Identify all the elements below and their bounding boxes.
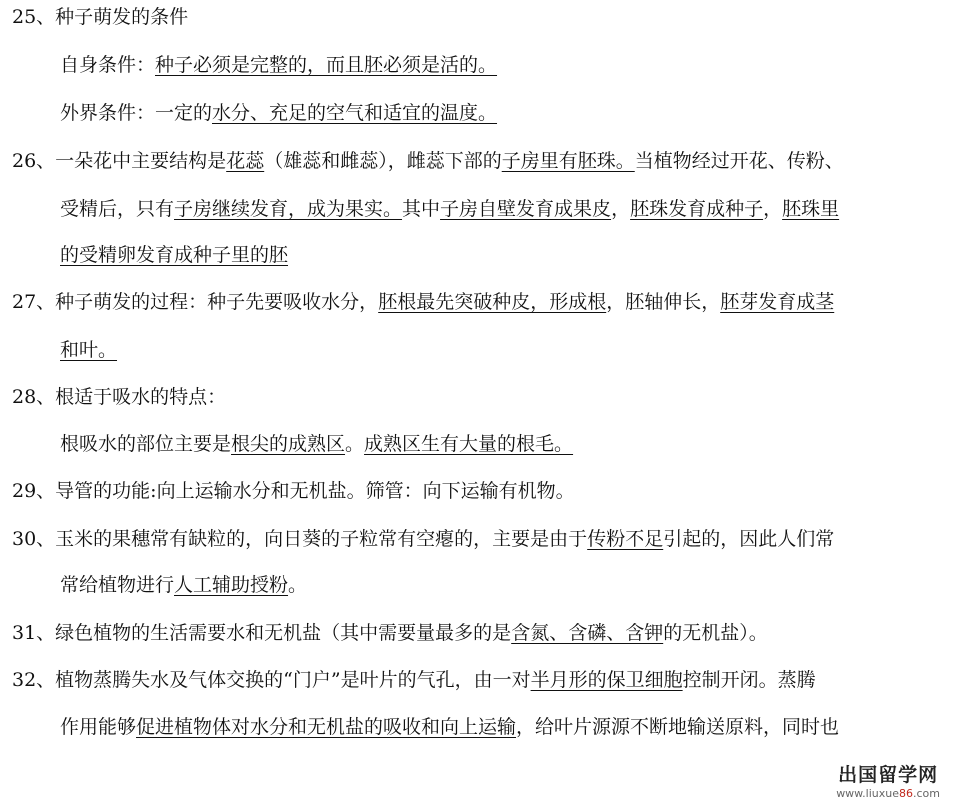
text-segment: 29、导管的功能:向上运输水分和无机盐。筛管：向下运输有机物。: [12, 480, 575, 502]
underlined-answer: 成熟区生有大量的根毛。: [364, 433, 574, 455]
underlined-answer: 子房自壁发育成果皮: [440, 198, 612, 220]
text-line: [60, 198, 839, 220]
text-segment: 控制开闭。蒸腾: [682, 669, 816, 691]
text-segment: 30、玉米的果穗常有缺粒的，向日葵的子粒常有空瘪的，主要是由于: [12, 528, 588, 550]
underlined-answer: 胚珠发育成种子: [630, 198, 764, 220]
text-segment: 27、种子萌发的过程：种子先要吸收水分，: [12, 291, 379, 313]
text-segment: ，: [763, 198, 783, 220]
text-line: [12, 480, 575, 502]
text-segment: 25、种子萌发的条件: [12, 6, 189, 28]
text-segment: 根吸水的部位主要是: [60, 433, 232, 455]
underlined-answer: 含氮、含磷、含钾: [511, 622, 664, 644]
text-line: [12, 386, 226, 408]
text-segment: 当植物经过开花、传粉、: [634, 150, 844, 172]
text-segment: 32、植物蒸腾失水及气体交换的“门户”是叶片的气孔，由一对: [12, 669, 531, 691]
text-segment: ，: [611, 198, 631, 220]
underlined-answer: 胚根最先突破种皮，形成根: [378, 291, 607, 313]
underlined-answer: 促进植物体对水分和无机盐的吸收和向上运输: [136, 716, 517, 738]
underlined-answer: 水分、充足的空气和适宜的温度。: [212, 102, 498, 124]
underlined-answer: 子房继续发育，成为果实。: [174, 198, 403, 220]
text-line: [60, 716, 839, 738]
text-segment: （雄蕊和雌蕊），雌蕊下部的: [264, 150, 502, 172]
underlined-answer: 传粉不足: [587, 528, 664, 550]
watermark-title: 出国留学网: [838, 764, 939, 786]
text-segment: 28、根适于吸水的特点：: [12, 386, 227, 408]
underlined-answer: 半月形的保卫细胞: [530, 669, 683, 691]
text-line: [12, 6, 188, 28]
text-line: [12, 622, 768, 644]
underlined-answer: 种子必须是完整的，而且胚必须是活的。: [155, 54, 498, 76]
text-segment: 外界条件：一定的: [60, 102, 213, 124]
underlined-answer: 的受精卵发育成种子里的胚: [60, 244, 289, 266]
text-line: [60, 54, 497, 76]
underlined-answer: 胚珠里: [782, 198, 840, 220]
text-line: [60, 244, 288, 266]
watermark-url: www.liuxue86.com: [836, 787, 940, 800]
text-segment: 31、绿色植物的生活需要水和无机盐（其中需要量最多的是: [12, 622, 512, 644]
site-watermark: [836, 766, 940, 799]
text-line: [60, 574, 307, 596]
text-segment: 26、一朵花中主要结构是: [12, 150, 227, 172]
underlined-answer: 胚芽发育成茎: [720, 291, 835, 313]
text-line: [60, 339, 117, 361]
text-line: [60, 433, 573, 455]
underlined-answer: 和叶。: [60, 339, 118, 361]
text-line: [60, 102, 497, 124]
text-segment: 作用能够: [60, 716, 137, 738]
text-segment: 的无机盐）。: [663, 622, 768, 644]
text-segment: 引起的，因此人们常: [663, 528, 835, 550]
text-segment: 其中: [402, 198, 441, 220]
text-line: [12, 291, 834, 313]
text-line: [12, 528, 834, 550]
text-segment: ，给叶片源源不断地输送原料，同时也: [516, 716, 840, 738]
text-segment: 。: [345, 433, 365, 455]
text-segment: 。: [288, 574, 308, 596]
underlined-answer: 人工辅助授粉: [174, 574, 289, 596]
underlined-answer: 根尖的成熟区: [231, 433, 346, 455]
text-line: [12, 669, 816, 691]
text-line: [12, 150, 844, 172]
text-segment: 受精后，只有: [60, 198, 175, 220]
underlined-answer: 花蕊: [226, 150, 265, 172]
underlined-answer: 子房里有胚珠。: [501, 150, 635, 172]
text-segment: 自身条件：: [60, 54, 156, 76]
text-segment: ，胚轴伸长，: [606, 291, 721, 313]
text-segment: 常给植物进行: [60, 574, 175, 596]
